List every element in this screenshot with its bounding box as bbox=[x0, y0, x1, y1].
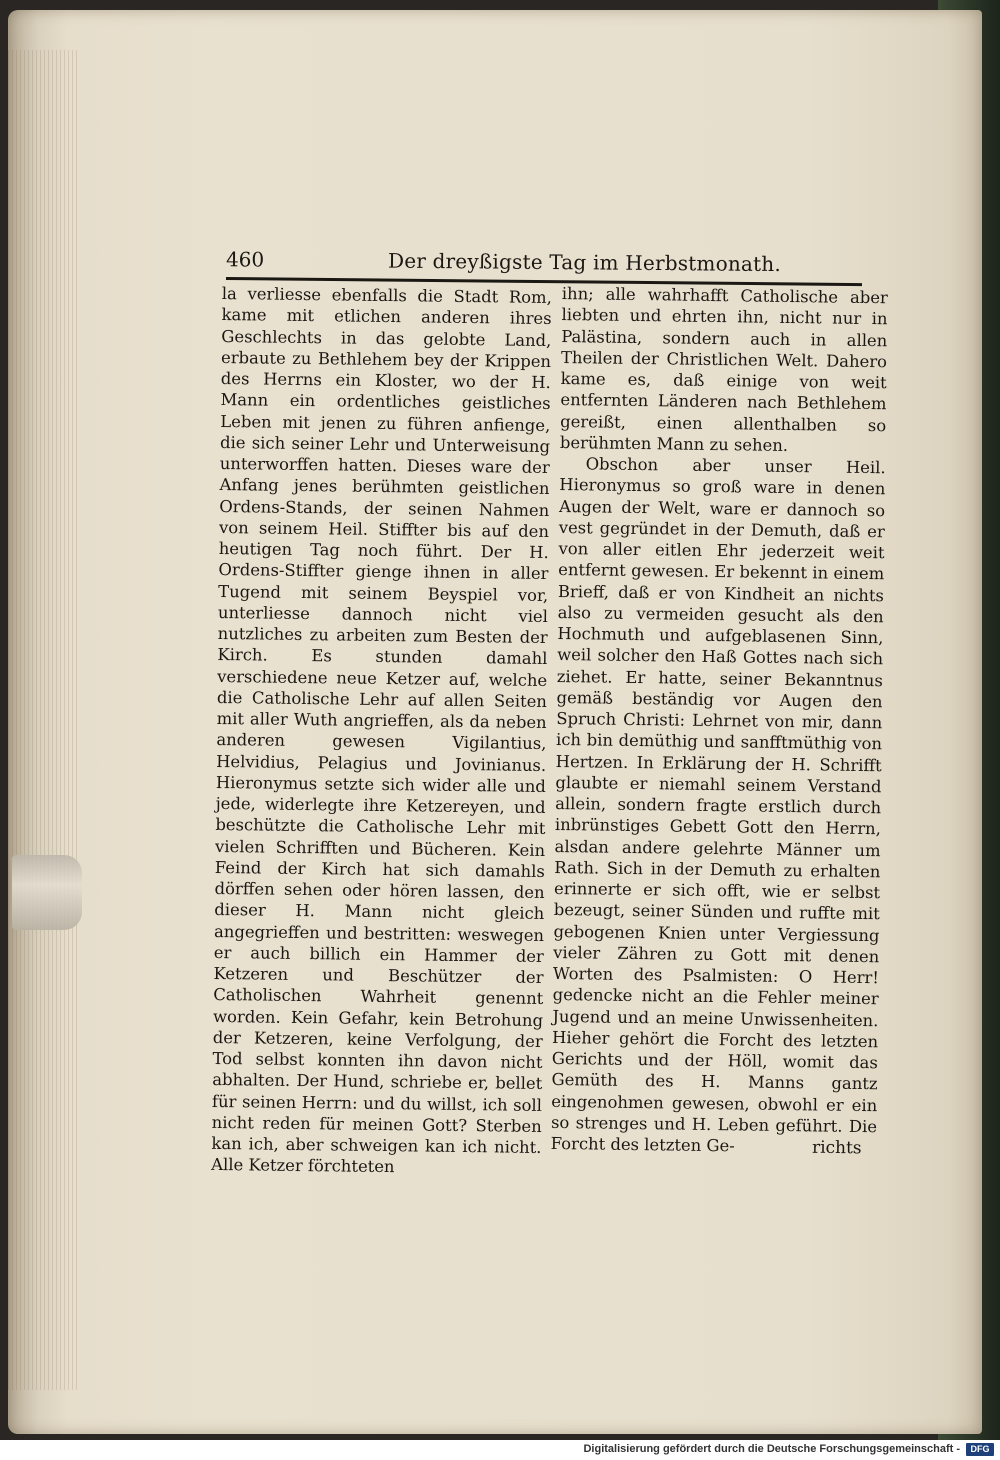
paragraph: la verliesse ebenfalls die Stadt Rom, kame mit etlichen anderen ihres Geschlechts in das gelobte Land, erbaute zu Bethlehem bey der Krippen des Herrns ein Kloster, wo der H. Mann ein ordentliches geistliches Leben mit jenen zu führen anfienge, die sich seiner Lehr und Unterweisung unterworffen hatten. Dieses ware der Anfang jenes berühmten geistlichen Ordens-Stands, der seinen Nahmen von seinem Heil. Stiffter bis auf den heutigen Tag noch führt. Der H. Ordens-Stiffter gienge ihnen in aller Tugend mit seinem Beyspiel vor, unterliesse dannoch nicht viel nutzliches zu arbeiten zum Besten der Kirch. Es stunden damahl verschiedene neue Ketzer auf, welche die Catholische Lehr auf allen Seiten mit aller Wuth angrieffen, als da neben anderen gewesen Vigilantius, Helvidius, Pelagius und Jovinianus. Hieronymus setzte sich wider alle und jede, widerlegte ihre Ketzereyen, und beschützte die Catholische Lehr mit vielen Schrifften und Bücheren. Kein Feind der Kirch hat sich damahls dörffen sehen oder hören lassen, den dieser H. Mann nicht gleich angegrieffen und bestritten: weswegen er auch billich ein Hammer der Ketzeren und Beschützer der Catholischen Wahrheit genennt worden. Kein Gefahr, kein Betrohung der Ketzeren, keine Verfolgung, der Tod selbst konnten ihn davon nicht abhalten. Der Hund, schriebe er, bellet für seinen Herrn: und du willst, ich soll nicht reden für meinen Gott? Sterben kan ich, aber schweigen kan ich nicht. Alle Ketzer förchteten bbox=[211, 283, 552, 1177]
running-head: Der dreyßigste Tag im Herbstmonath. bbox=[387, 248, 782, 277]
text-column-right bbox=[551, 283, 888, 1158]
text-column-left bbox=[211, 283, 552, 1179]
catchword: richts bbox=[811, 1137, 862, 1159]
paragraph: ihn; alle wahrhafft Catholische aber liebten und ehrten ihn, nicht nur in Palästina, sondern auch in allen Theilen der Christlichen Welt. Dahero kame es, daß einige von weit entfernten Länderen nach Bethlehem gereißt, einen allenthalben so berühmten Mann zu sehen. bbox=[559, 283, 888, 455]
footer-bar bbox=[0, 1440, 1000, 1460]
page-fold-highlight bbox=[12, 855, 82, 930]
paragraph: Obschon aber unser Heil. Hieronymus so groß ware in denen Augen der Welt, ware er dannoch so vest gegründet in der Demuth, daß er von aller eitlen Ehr jederzeit weit entfernt gewesen. Er bekennt in einem Brieff, daß er von Kindheit an nichts also zu vermeiden gesucht als den Hochmuth und aufgeblasenen Sinn, weil solcher den Haß Gottes nach sich ziehet. Er hatte, seiner Bekanntnus gemäß beständig vor Augen den Spruch Christi: Lehrnet von mir, dann ich bin demüthig und sanfftmüthig von Hertzen. In Erklärung der H. Schrifft glaubte er niemahl seinem Verstand allein, sondern fragte erstlich durch inbrünstiges Gebett Gott den Herrn, alsdan andere gelehrte Männer um Rath. Sich in der Demuth zu erhalten erinnerte er sich offt, wie er selbst bezeugt, seiner Sünden und ruffte mit gebogenen Knien unter Vergiessung vieler Zähren zu Gott mit denen Worten des Psalmisten: O Herr! gedencke nicht an die Fehler meiner Jugend und an meine Unwissenheiten. Hieher gehört die Forcht des letzten Gerichts und der Höll, womit das Gemüth des H. Manns gantz eingenohmen gewesen, obwohl er ein so strenges und H. Leben geführt. Die Forcht des letzten Ge- bbox=[550, 454, 886, 1156]
funding-notice: Digitalisierung gefördert durch die Deutsche Forschungsgemeinschaft - bbox=[583, 1443, 960, 1455]
page-number: 460 bbox=[225, 247, 265, 272]
page-edges bbox=[8, 50, 78, 1390]
dfg-logo: DFG bbox=[966, 1443, 994, 1456]
page-header bbox=[226, 247, 866, 279]
